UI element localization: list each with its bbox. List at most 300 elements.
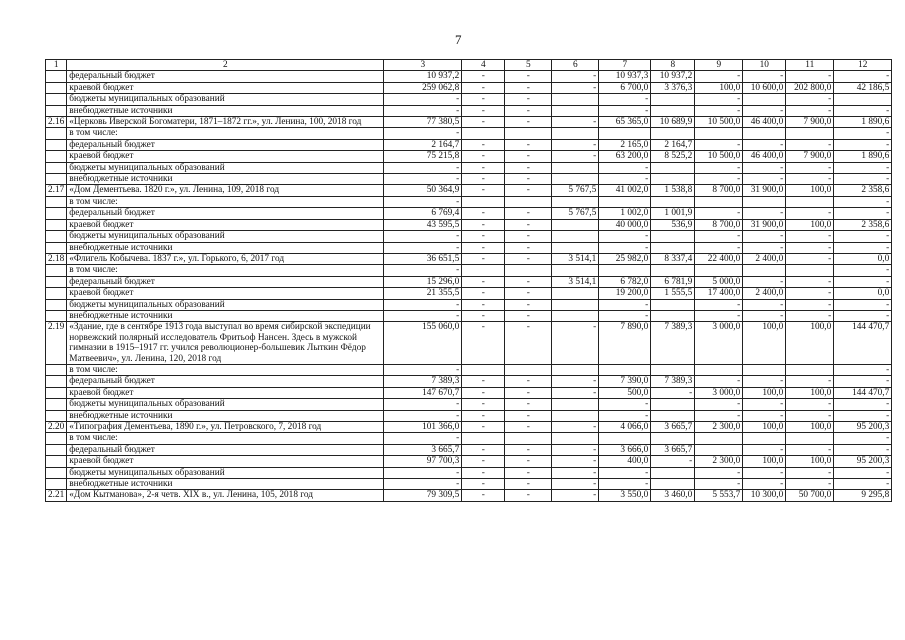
row-name: в том числе: <box>67 196 384 207</box>
value-cell: - <box>462 208 505 219</box>
value-cell: - <box>695 479 743 490</box>
value-cell: 95 200,3 <box>834 456 892 467</box>
value-cell <box>462 265 505 276</box>
value-cell: 7 389,3 <box>651 322 695 365</box>
budget-table <box>45 59 892 502</box>
value-cell: - <box>552 117 599 128</box>
value-cell: - <box>462 288 505 299</box>
value-cell: - <box>505 151 552 162</box>
row-name: «Флигель Кобычева. 1837 г.», ул. Горького, 6, 2017 год <box>67 253 384 264</box>
value-cell: - <box>552 71 599 82</box>
value-cell <box>786 196 834 207</box>
value-cell: - <box>384 467 462 478</box>
row-name: бюджеты муниципальных образований <box>67 467 384 478</box>
value-cell: 144 470,7 <box>834 322 892 365</box>
value-cell <box>695 196 743 207</box>
value-cell: 75 215,8 <box>384 151 462 162</box>
value-cell: - <box>552 322 599 365</box>
value-cell: - <box>834 276 892 287</box>
value-cell: 202 800,0 <box>786 82 834 93</box>
row-name: федеральный бюджет <box>67 276 384 287</box>
value-cell <box>786 364 834 375</box>
row-name: федеральный бюджет <box>67 71 384 82</box>
value-cell: - <box>651 456 695 467</box>
value-cell: - <box>834 299 892 310</box>
table-row <box>46 433 892 444</box>
row-number: 2.20 <box>46 422 67 433</box>
row-number <box>46 71 67 82</box>
value-cell <box>552 364 599 375</box>
value-cell: - <box>462 422 505 433</box>
value-cell: - <box>462 387 505 398</box>
value-cell <box>552 242 599 253</box>
value-cell: - <box>384 242 462 253</box>
value-cell: - <box>462 456 505 467</box>
value-cell: - <box>462 185 505 196</box>
row-number: 2.18 <box>46 253 67 264</box>
value-cell: 6 700,0 <box>599 82 651 93</box>
value-cell <box>651 299 695 310</box>
value-cell <box>599 265 651 276</box>
value-cell: 10 689,9 <box>651 117 695 128</box>
row-name: бюджеты муниципальных образований <box>67 399 384 410</box>
value-cell: 259 062,8 <box>384 82 462 93</box>
value-cell: - <box>505 185 552 196</box>
value-cell: - <box>384 196 462 207</box>
value-cell: 42 186,5 <box>834 82 892 93</box>
table-row <box>46 219 892 230</box>
row-number <box>46 94 67 105</box>
value-cell <box>651 410 695 421</box>
value-cell: - <box>599 410 651 421</box>
value-cell: 50 364,9 <box>384 185 462 196</box>
value-cell: - <box>599 242 651 253</box>
row-number <box>46 310 67 321</box>
row-name: внебюджетные источники <box>67 310 384 321</box>
value-cell: 2 400,0 <box>743 288 786 299</box>
row-name: «Здание, где в сентябре 1913 года выступал во время сибирской экспедиции норвежский полярный исследователь Фритьоф Нансен. Здесь в мужской гимназии в 1915–1917 гг. учился революционер-большевик Лыткин Фёдор Матвеевич», ул. Ленина, 120, 2018 год <box>67 322 384 365</box>
value-cell: - <box>505 117 552 128</box>
value-cell: - <box>786 479 834 490</box>
table-row <box>46 82 892 93</box>
table-row <box>46 376 892 387</box>
value-cell: - <box>552 444 599 455</box>
value-cell: - <box>462 105 505 116</box>
row-name: в том числе: <box>67 128 384 139</box>
table-row <box>46 399 892 410</box>
value-cell: - <box>599 94 651 105</box>
value-cell: - <box>505 219 552 230</box>
value-cell: - <box>834 105 892 116</box>
value-cell: - <box>743 410 786 421</box>
value-cell: 6 782,0 <box>599 276 651 287</box>
row-number <box>46 105 67 116</box>
value-cell: 2 400,0 <box>743 253 786 264</box>
value-cell: - <box>599 310 651 321</box>
value-cell: - <box>695 242 743 253</box>
value-cell <box>552 288 599 299</box>
value-cell: 77 380,5 <box>384 117 462 128</box>
value-cell: - <box>384 479 462 490</box>
value-cell: - <box>505 444 552 455</box>
value-cell <box>743 94 786 105</box>
value-cell: - <box>786 253 834 264</box>
value-cell: - <box>384 310 462 321</box>
value-cell: 100,0 <box>695 82 743 93</box>
row-name: внебюджетные источники <box>67 410 384 421</box>
header-cell: 11 <box>786 60 834 71</box>
row-number <box>46 364 67 375</box>
value-cell: - <box>462 253 505 264</box>
value-cell: - <box>552 490 599 501</box>
value-cell: 22 400,0 <box>695 253 743 264</box>
value-cell: 1 001,9 <box>651 208 695 219</box>
header-cell: 8 <box>651 60 695 71</box>
value-cell: 3 514,1 <box>552 276 599 287</box>
value-cell <box>786 433 834 444</box>
row-name: бюджеты муниципальных образований <box>67 162 384 173</box>
value-cell: - <box>695 399 743 410</box>
header-cell: 12 <box>834 60 892 71</box>
value-cell: - <box>834 208 892 219</box>
value-cell: 3 376,3 <box>651 82 695 93</box>
table-row <box>46 265 892 276</box>
header-cell: 2 <box>67 60 384 71</box>
row-name: «Дом Дементьева. 1820 г.», ул. Ленина, 109, 2018 год <box>67 185 384 196</box>
value-cell: - <box>462 276 505 287</box>
value-cell: - <box>834 444 892 455</box>
value-cell: - <box>384 94 462 105</box>
value-cell: - <box>599 467 651 478</box>
value-cell: - <box>505 479 552 490</box>
value-cell: - <box>599 174 651 185</box>
value-cell: 101 366,0 <box>384 422 462 433</box>
value-cell: - <box>462 444 505 455</box>
value-cell: - <box>743 105 786 116</box>
value-cell <box>743 265 786 276</box>
value-cell <box>505 196 552 207</box>
value-cell: - <box>552 387 599 398</box>
value-cell <box>651 174 695 185</box>
table-row <box>46 276 892 287</box>
table-row <box>46 364 892 375</box>
value-cell <box>505 433 552 444</box>
table-row <box>46 208 892 219</box>
table-row <box>46 410 892 421</box>
value-cell: 31 900,0 <box>743 185 786 196</box>
table-row <box>46 151 892 162</box>
value-cell <box>462 196 505 207</box>
value-cell: 2 358,6 <box>834 185 892 196</box>
value-cell: - <box>505 139 552 150</box>
value-cell: - <box>505 94 552 105</box>
table-row <box>46 479 892 490</box>
value-cell: 97 700,3 <box>384 456 462 467</box>
value-cell: 155 060,0 <box>384 322 462 365</box>
value-cell <box>599 128 651 139</box>
value-cell: - <box>552 151 599 162</box>
table-row <box>46 288 892 299</box>
value-cell: - <box>743 242 786 253</box>
value-cell: - <box>462 94 505 105</box>
value-cell: 100,0 <box>743 322 786 365</box>
value-cell: 2 300,0 <box>695 456 743 467</box>
value-cell: - <box>462 376 505 387</box>
value-cell: - <box>695 376 743 387</box>
value-cell: - <box>505 410 552 421</box>
value-cell: - <box>384 128 462 139</box>
row-name: краевой бюджет <box>67 288 384 299</box>
value-cell: 8 525,2 <box>651 151 695 162</box>
value-cell <box>786 128 834 139</box>
table-row-item <box>46 253 892 264</box>
value-cell <box>599 433 651 444</box>
value-cell: - <box>695 174 743 185</box>
value-cell <box>743 128 786 139</box>
value-cell: - <box>695 162 743 173</box>
value-cell: 43 595,5 <box>384 219 462 230</box>
table-row <box>46 174 892 185</box>
value-cell: 1 538,8 <box>651 185 695 196</box>
value-cell <box>695 128 743 139</box>
value-cell: 147 670,7 <box>384 387 462 398</box>
value-cell: - <box>743 479 786 490</box>
value-cell: - <box>834 433 892 444</box>
value-cell: 100,0 <box>786 185 834 196</box>
value-cell: - <box>462 399 505 410</box>
value-cell: 3 665,7 <box>651 422 695 433</box>
table-row-item <box>46 322 892 365</box>
value-cell: 3 460,0 <box>651 490 695 501</box>
value-cell: - <box>462 71 505 82</box>
value-cell: - <box>505 71 552 82</box>
value-cell: - <box>786 467 834 478</box>
value-cell: 36 651,5 <box>384 253 462 264</box>
value-cell: - <box>834 139 892 150</box>
value-cell: - <box>462 219 505 230</box>
value-cell: 10 500,0 <box>695 151 743 162</box>
value-cell <box>786 265 834 276</box>
row-number <box>46 242 67 253</box>
value-cell <box>695 433 743 444</box>
value-cell: 8 700,0 <box>695 185 743 196</box>
value-cell: - <box>505 467 552 478</box>
header-cell: 4 <box>462 60 505 71</box>
value-cell: - <box>743 299 786 310</box>
value-cell: - <box>834 242 892 253</box>
table-row <box>46 128 892 139</box>
value-cell: - <box>505 422 552 433</box>
value-cell <box>552 265 599 276</box>
value-cell: - <box>834 310 892 321</box>
row-name: внебюджетные источники <box>67 174 384 185</box>
row-number <box>46 162 67 173</box>
value-cell: - <box>786 376 834 387</box>
value-cell: - <box>552 479 599 490</box>
row-number <box>46 410 67 421</box>
value-cell: - <box>552 139 599 150</box>
value-cell: 100,0 <box>786 219 834 230</box>
value-cell: - <box>599 299 651 310</box>
value-cell: 79 309,5 <box>384 490 462 501</box>
value-cell: - <box>743 399 786 410</box>
value-cell: - <box>786 310 834 321</box>
row-number <box>46 196 67 207</box>
value-cell <box>552 410 599 421</box>
value-cell: - <box>834 399 892 410</box>
row-name: федеральный бюджет <box>67 208 384 219</box>
value-cell <box>651 242 695 253</box>
value-cell <box>552 105 599 116</box>
value-cell: 144 470,7 <box>834 387 892 398</box>
value-cell: - <box>462 310 505 321</box>
value-cell: 65 365,0 <box>599 117 651 128</box>
value-cell: - <box>743 208 786 219</box>
value-cell: - <box>462 139 505 150</box>
value-cell: 41 002,0 <box>599 185 651 196</box>
value-cell: - <box>834 162 892 173</box>
value-cell: 63 200,0 <box>599 151 651 162</box>
table-row <box>46 71 892 82</box>
value-cell: - <box>786 94 834 105</box>
row-number <box>46 399 67 410</box>
value-cell: 1 002,0 <box>599 208 651 219</box>
value-cell <box>743 433 786 444</box>
value-cell <box>462 128 505 139</box>
value-cell: 19 200,0 <box>599 288 651 299</box>
row-number <box>46 288 67 299</box>
row-number: 2.17 <box>46 185 67 196</box>
table-row <box>46 387 892 398</box>
value-cell: 500,0 <box>599 387 651 398</box>
value-cell: - <box>834 71 892 82</box>
value-cell: - <box>384 265 462 276</box>
value-cell: 7 890,0 <box>599 322 651 365</box>
row-number <box>46 433 67 444</box>
value-cell: - <box>786 444 834 455</box>
value-cell: - <box>786 242 834 253</box>
value-cell: 1 890,6 <box>834 117 892 128</box>
value-cell: 100,0 <box>743 422 786 433</box>
value-cell: 5 553,7 <box>695 490 743 501</box>
value-cell: - <box>384 105 462 116</box>
value-cell <box>651 364 695 375</box>
value-cell: 100,0 <box>743 456 786 467</box>
value-cell <box>651 265 695 276</box>
row-number <box>46 231 67 242</box>
value-cell: 7 900,0 <box>786 151 834 162</box>
value-cell <box>505 265 552 276</box>
value-cell: 3 000,0 <box>695 387 743 398</box>
value-cell: - <box>552 376 599 387</box>
value-cell <box>651 467 695 478</box>
value-cell: 3 000,0 <box>695 322 743 365</box>
value-cell: - <box>462 231 505 242</box>
value-cell: 2 165,0 <box>599 139 651 150</box>
value-cell <box>651 94 695 105</box>
value-cell: - <box>651 387 695 398</box>
value-cell: 7 389,3 <box>384 376 462 387</box>
row-name: внебюджетные источники <box>67 479 384 490</box>
row-name: внебюджетные источники <box>67 105 384 116</box>
value-cell: - <box>786 399 834 410</box>
value-cell: - <box>384 174 462 185</box>
value-cell: - <box>505 288 552 299</box>
value-cell: - <box>834 467 892 478</box>
value-cell <box>552 174 599 185</box>
value-cell <box>552 219 599 230</box>
header-row <box>46 60 892 71</box>
row-number <box>46 479 67 490</box>
value-cell: 6 769,4 <box>384 208 462 219</box>
value-cell <box>462 364 505 375</box>
value-cell: 100,0 <box>786 387 834 398</box>
value-cell <box>651 310 695 321</box>
value-cell <box>743 364 786 375</box>
value-cell: - <box>786 105 834 116</box>
value-cell: - <box>505 387 552 398</box>
value-cell: 3 665,7 <box>651 444 695 455</box>
value-cell: - <box>462 174 505 185</box>
value-cell: - <box>786 410 834 421</box>
row-number <box>46 82 67 93</box>
value-cell: - <box>384 299 462 310</box>
value-cell <box>462 433 505 444</box>
row-name: в том числе: <box>67 433 384 444</box>
value-cell: - <box>834 196 892 207</box>
value-cell: - <box>743 231 786 242</box>
header-cell: 5 <box>505 60 552 71</box>
value-cell: - <box>743 139 786 150</box>
table-row <box>46 139 892 150</box>
value-cell: 100,0 <box>743 387 786 398</box>
value-cell: - <box>462 490 505 501</box>
value-cell: - <box>384 399 462 410</box>
value-cell: - <box>384 364 462 375</box>
value-cell: - <box>462 117 505 128</box>
header-cell: 6 <box>552 60 599 71</box>
value-cell: 2 164,7 <box>384 139 462 150</box>
row-number <box>46 139 67 150</box>
value-cell: 4 066,0 <box>599 422 651 433</box>
value-cell: 6 781,9 <box>651 276 695 287</box>
table-row <box>46 444 892 455</box>
row-name: бюджеты муниципальных образований <box>67 94 384 105</box>
table-row-item <box>46 422 892 433</box>
value-cell: - <box>695 71 743 82</box>
value-cell: - <box>743 162 786 173</box>
table-row <box>46 310 892 321</box>
value-cell: - <box>695 94 743 105</box>
value-cell: - <box>599 105 651 116</box>
value-cell: 9 295,8 <box>834 490 892 501</box>
value-cell: - <box>743 276 786 287</box>
value-cell: - <box>505 490 552 501</box>
value-cell <box>651 433 695 444</box>
value-cell: - <box>462 299 505 310</box>
value-cell: - <box>834 128 892 139</box>
value-cell: 10 500,0 <box>695 117 743 128</box>
row-name: краевой бюджет <box>67 456 384 467</box>
header-cell: 3 <box>384 60 462 71</box>
value-cell: - <box>786 174 834 185</box>
value-cell: 7 389,3 <box>651 376 695 387</box>
row-number <box>46 387 67 398</box>
value-cell: - <box>695 467 743 478</box>
row-name: краевой бюджет <box>67 219 384 230</box>
value-cell <box>505 128 552 139</box>
table-row <box>46 162 892 173</box>
